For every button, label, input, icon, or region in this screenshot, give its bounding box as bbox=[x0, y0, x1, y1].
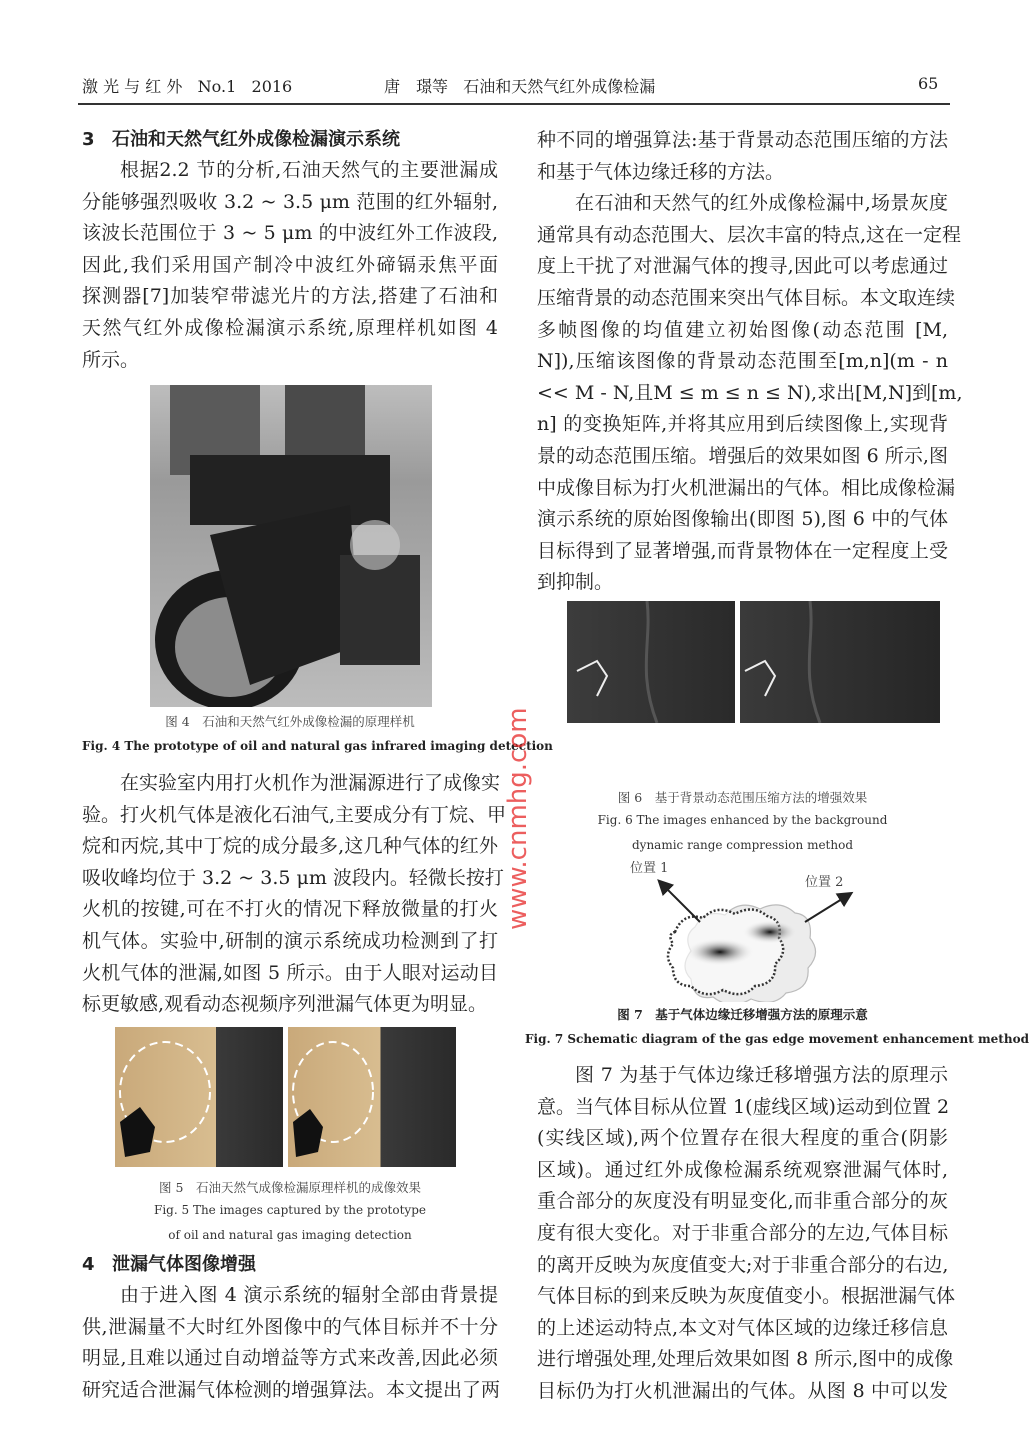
section-title: 泄漏气体图像增强 bbox=[112, 1254, 256, 1275]
section-title: 石油和天然气红外成像检漏演示系统 bbox=[112, 129, 400, 150]
year: 2016 bbox=[251, 77, 293, 96]
text-line: 烷和丙烷,其中丁烷的成分最多,这几种气体的红外 bbox=[82, 835, 498, 858]
text-line: 通常具有动态范围大、层次丰富的特点,这在一定程 bbox=[537, 223, 962, 246]
text-line: 所示。 bbox=[82, 348, 140, 371]
text-line: 根据2.2 节的分析,石油天然气的主要泄漏成 bbox=[120, 159, 498, 181]
text-line: 吸收峰均位于 3.2 ~ 3.5 μm 波段内。轻微长按打 bbox=[82, 866, 504, 889]
text-line: 由于进入图 4 演示系统的辐射全部由背景提 bbox=[120, 1284, 498, 1306]
figure-6-image-left bbox=[567, 601, 735, 723]
text-line: 压缩背景的动态范围来突出气体目标。本文取连续 bbox=[537, 286, 956, 309]
text-line: 验。打火机气体是液化石油气,主要成分有丁烷、甲 bbox=[82, 803, 507, 826]
section-3-block bbox=[82, 125, 498, 376]
figure-4-caption-en: Fig. 4 The prototype of oil and natural gas infrared imaging detection bbox=[82, 739, 553, 753]
journal-name: 激 光 与 红 外 bbox=[82, 77, 183, 96]
text-line: 探测器[7]加装窄带滤光片的方法,搭建了石油和 bbox=[82, 285, 498, 308]
issue: No.1 bbox=[197, 77, 237, 96]
label-position-2: 位置 2 bbox=[805, 875, 844, 890]
text-line: 因此,我们采用国产制冷中波红外碲镉汞焦平面 bbox=[82, 253, 498, 276]
figure-6-caption-en-2: dynamic range compression method bbox=[631, 838, 853, 852]
figure-6-caption-en-1: Fig. 6 The images enhanced by the background bbox=[597, 813, 888, 827]
arrow-to-position-1 bbox=[660, 882, 700, 922]
figure-7-caption-en: Fig. 7 Schematic diagram of the gas edge movement enhancement method bbox=[525, 1032, 1029, 1046]
text-line: 目标得到了显著增强,而背景物体在一定程度上受 bbox=[537, 539, 948, 562]
text-line: 到抑制。 bbox=[537, 571, 614, 594]
text-line: 中成像目标为打火机泄漏出的气体。相比成像检漏 bbox=[537, 476, 956, 499]
section-heading bbox=[82, 1250, 498, 1280]
section-number: 3 bbox=[82, 129, 95, 150]
text-line: 进行增强处理,处理后效果如图 8 所示,图中的成像 bbox=[537, 1348, 954, 1371]
text-line: << M - N,且M ≤ m ≤ n ≤ N),求出[M,N]到[m, bbox=[537, 381, 963, 404]
text-line: 该波长范围位于 3 ~ 5 μm 的中波红外工作波段, bbox=[82, 222, 498, 245]
label-position-1: 位置 1 bbox=[630, 861, 669, 876]
paragraph bbox=[82, 155, 498, 376]
text-line: 的上述运动特点,本文对气体区域的边缘迁移信息 bbox=[537, 1316, 948, 1339]
prototype-camera-image bbox=[150, 385, 432, 707]
text-line: 景的动态范围压缩。增强后的效果如图 6 所示,图 bbox=[537, 444, 948, 467]
text-line: 机气体。实验中,研制的演示系统成功检测到了打 bbox=[82, 929, 498, 952]
text-line: 在实验室内用打火机作为泄漏源进行了成像实 bbox=[120, 772, 501, 794]
figure-7-caption-cn: 图 7 基于气体边缘迁移增强方法的原理示意 bbox=[617, 1007, 868, 1022]
text-line: 明显,且难以通过自动增益等方式来改善,因此必须 bbox=[82, 1347, 498, 1370]
figure-5-caption-en-1: Fig. 5 The images captured by the prototype bbox=[154, 1203, 426, 1217]
text-line: N]),压缩该图像的背景动态范围至[m,n](m - n bbox=[537, 350, 948, 373]
text-line: 研究适合泄漏气体检测的增强算法。本文提出了两 bbox=[82, 1378, 501, 1401]
paragraph bbox=[537, 188, 963, 599]
text-line: 多帧图像的均值建立初始图像(动态范围 [M, bbox=[537, 318, 948, 341]
text-line: 演示系统的原始图像输出(即图 5),图 6 中的气体 bbox=[537, 508, 948, 531]
text-line: 种不同的增强算法:基于背景动态范围压缩的方法 bbox=[537, 129, 948, 151]
paragraph bbox=[537, 125, 948, 188]
text-line: 度上干扰了对泄漏气体的搜寻,因此可以考虑通过 bbox=[537, 255, 948, 278]
section-heading bbox=[82, 125, 498, 155]
text-line: 在石油和天然气的红外成像检漏中,场景灰度 bbox=[575, 192, 948, 215]
authors: 唐 璟等 bbox=[384, 77, 449, 96]
text-line: n] 的变换矩阵,并将其应用到后续图像上,实现背 bbox=[537, 413, 948, 436]
running-header-article bbox=[384, 74, 655, 97]
paragraph bbox=[82, 768, 507, 1021]
figure-6-caption-cn: 图 6 基于背景动态范围压缩方法的增强效果 bbox=[617, 790, 868, 805]
text-line: 分能够强烈吸收 3.2 ~ 3.5 μm 范围的红外辐射, bbox=[82, 190, 498, 213]
right-column-text bbox=[537, 125, 963, 599]
text-line: 图 7 为基于气体边缘迁移增强方法的原理示 bbox=[575, 1064, 948, 1086]
text-line: 火机的按键,可在不打火的情况下释放微量的打火 bbox=[82, 898, 498, 921]
text-line: 和基于气体边缘迁移的方法。 bbox=[537, 160, 785, 183]
text-line: 标更敏感,观看动态视频序列泄漏气体更为明显。 bbox=[82, 993, 488, 1016]
arrow-to-position-2 bbox=[805, 894, 850, 922]
text-line: 区域)。通过红外成像检漏系统观察泄漏气体时, bbox=[537, 1158, 948, 1181]
figure-5-caption-en-2: of oil and natural gas imaging detection bbox=[168, 1228, 412, 1242]
watermark: www.cnmhg.com bbox=[503, 707, 533, 930]
article-title: 石油和天然气红外成像检漏 bbox=[463, 77, 656, 96]
figure-4-caption-cn: 图 4 石油和天然气红外成像检漏的原理样机 bbox=[165, 714, 415, 729]
figure-7-diagram bbox=[600, 852, 880, 1002]
text-line: (实线区域),两个位置存在很大程度的重合(阴影 bbox=[537, 1127, 948, 1150]
text-line: 气体目标的到来反映为灰度值变小。根据泄漏气体 bbox=[537, 1285, 956, 1308]
text-line: 度有很大变化。对于非重合部分的左边,气体目标 bbox=[537, 1221, 948, 1244]
text-line: 重合部分的灰度没有明显变化,而非重合部分的灰 bbox=[537, 1190, 948, 1213]
paragraph bbox=[537, 1060, 956, 1408]
overlap-shaded-region bbox=[685, 938, 755, 966]
figure-5-image-left bbox=[115, 1027, 283, 1167]
text-line: 的离开反映为灰度值变大;对于非重合部分的右边, bbox=[537, 1253, 949, 1276]
page-number: 65 bbox=[918, 74, 939, 93]
text-line: 火机气体的泄漏,如图 5 所示。由于人眼对运动目 bbox=[82, 961, 498, 984]
figure-6-image-right bbox=[740, 601, 940, 723]
figure-5-caption-cn: 图 5 石油天然气成像检漏原理样机的成像效果 bbox=[159, 1180, 421, 1195]
text-line: 意。当气体目标从位置 1(虚线区域)运动到位置 2 bbox=[537, 1095, 950, 1118]
text-line: 天然气红外成像检漏演示系统,原理样机如图 4 bbox=[82, 316, 498, 339]
section-number: 4 bbox=[82, 1254, 95, 1275]
header-rule bbox=[78, 103, 950, 105]
text-line: 目标仍为打火机泄漏出的气体。从图 8 中可以发 bbox=[537, 1379, 948, 1402]
text-line: 供,泄漏量不大时红外图像中的气体目标并不十分 bbox=[82, 1315, 498, 1338]
section-4-block bbox=[82, 1250, 501, 1406]
paragraph bbox=[82, 1280, 501, 1406]
running-header-journal bbox=[82, 74, 292, 97]
figure-4-photo bbox=[150, 385, 432, 707]
figure-5-image-right bbox=[288, 1027, 456, 1167]
